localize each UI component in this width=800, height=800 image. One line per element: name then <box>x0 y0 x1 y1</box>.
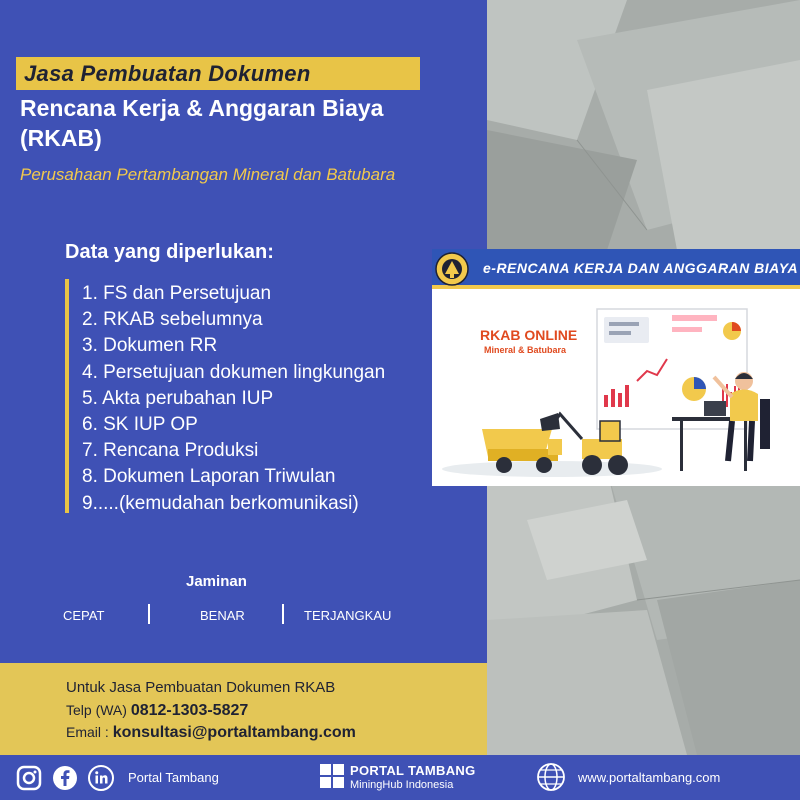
rkab-online-sub: Mineral & Batubara <box>484 345 567 355</box>
list-item: 8. Dokumen Laporan Triwulan <box>82 466 336 488</box>
guarantee-divider <box>148 604 150 624</box>
social-handle: Portal Tambang <box>128 770 219 785</box>
list-item: 2. RKAB sebelumnya <box>82 309 263 331</box>
contact-email-line <box>66 724 356 742</box>
list-item: 5. Akta perubahan IUP <box>82 387 274 409</box>
rkab-illustration <box>432 289 800 486</box>
email-address[interactable]: konsultasi@portaltambang.com <box>112 724 356 741</box>
title-line3: (RKAB) <box>20 125 102 151</box>
brand-subtitle: MiningHub Indonesia <box>350 779 454 791</box>
list-item: 4. Persetujuan dokumen lingkungan <box>82 361 386 383</box>
list-item: 1. FS dan Persetujuan <box>82 283 272 304</box>
requirements-list <box>82 281 385 517</box>
subtitle: Perusahaan Pertambangan Mineral dan Batubara <box>20 165 396 184</box>
rkab-online-label: RKAB ONLINE <box>480 327 578 343</box>
list-item: 9.....(kemudahan berkomunikasi) <box>82 492 359 514</box>
rkab-banner <box>432 249 800 486</box>
guarantee-divider <box>282 604 284 624</box>
guarantee-item-affordable: TERJANGKAU <box>304 608 392 623</box>
phone-number[interactable]: 0812-1303-5827 <box>130 702 249 719</box>
list-item: 6. SK IUP OP <box>82 413 198 435</box>
requirements-rule <box>65 279 69 513</box>
globe-icon <box>536 762 566 792</box>
contact-phone-line <box>66 702 248 720</box>
contact-service-line: Untuk Jasa Pembuatan Dokumen RKAB <box>66 679 336 696</box>
instagram-icon[interactable] <box>16 765 42 791</box>
requirements-heading: Data yang diperlukan: <box>65 241 274 263</box>
list-item: 3. Dokumen RR <box>82 335 218 357</box>
guarantee-title: Jaminan <box>186 573 247 590</box>
website-link[interactable]: www.portaltambang.com <box>578 770 721 785</box>
title-line2: Rencana Kerja & Anggaran Biaya <box>20 95 384 121</box>
guarantee-item-fast: CEPAT <box>63 608 105 623</box>
email-label: Email : <box>66 724 109 740</box>
portal-tambang-logo-icon <box>320 764 344 788</box>
phone-label: Telp (WA) <box>66 702 127 718</box>
linkedin-icon[interactable] <box>88 765 114 791</box>
facebook-icon[interactable] <box>52 765 78 791</box>
ministry-logo-icon <box>435 252 469 286</box>
list-item: 7. Rencana Produksi <box>82 440 259 462</box>
brand-name: PORTAL TAMBANG <box>350 763 476 778</box>
guarantee-item-correct: BENAR <box>200 608 245 623</box>
banner-title: e-RENCANA KERJA DAN ANGGARAN BIAYA <box>483 260 799 276</box>
title-highlight: Jasa Pembuatan Dokumen <box>24 61 311 86</box>
